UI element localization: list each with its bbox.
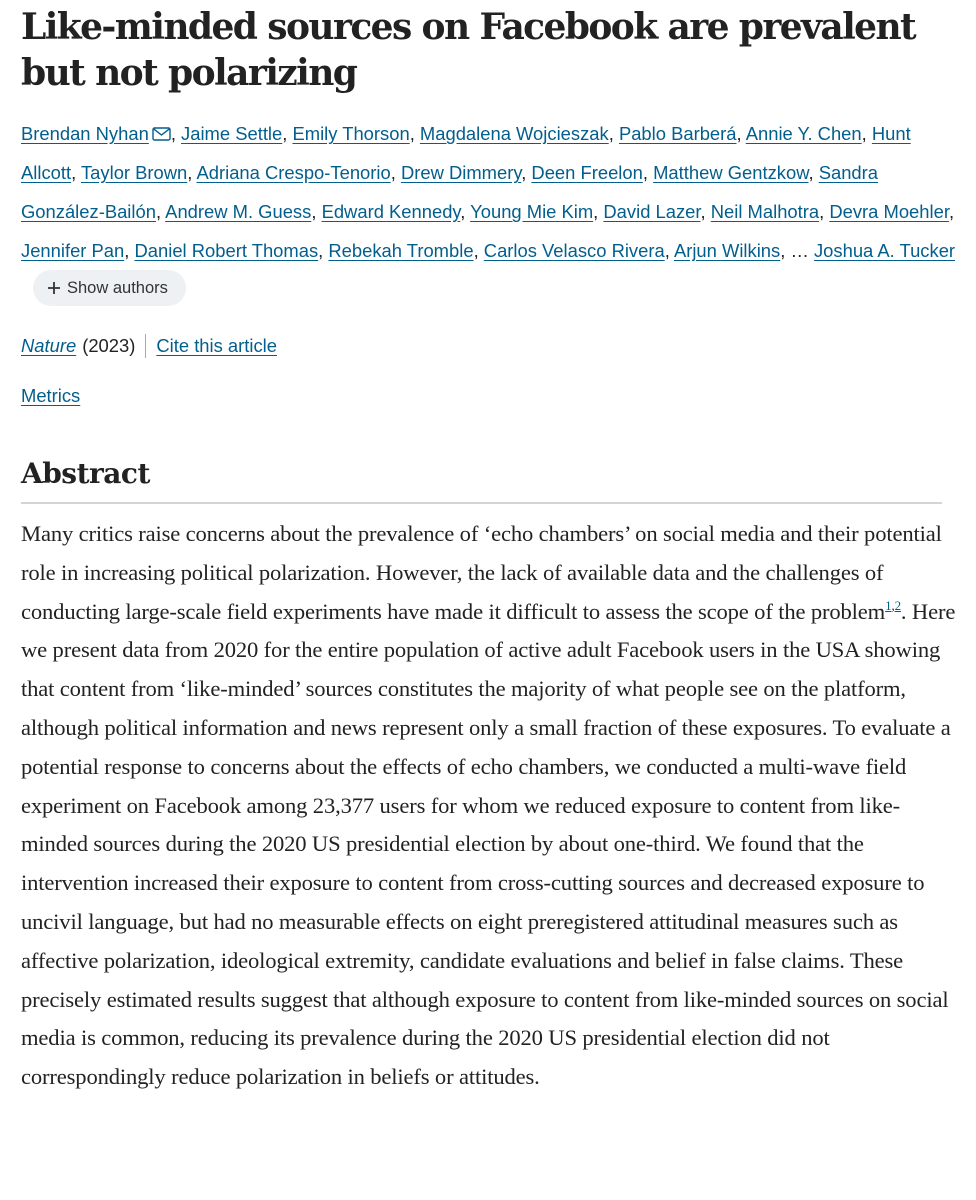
author-link[interactable]: Emily Thorson xyxy=(292,123,410,144)
author-link[interactable]: Neil Malhotra xyxy=(710,201,820,222)
author-link[interactable]: Adriana Crespo-Tenorio xyxy=(196,162,391,183)
author-link[interactable]: Magdalena Wojcieszak xyxy=(419,123,609,144)
author-link[interactable]: Drew Dimmery xyxy=(400,162,522,183)
reference-separator: , xyxy=(891,597,895,613)
author-ellipsis: … xyxy=(790,240,809,261)
abstract-text xyxy=(21,515,965,1097)
author-link[interactable]: David Lazer xyxy=(603,201,701,222)
reference-link-1[interactable]: 1 xyxy=(885,597,892,613)
abstract-text-part-1: Many critics raise concerns about the prevalence of ‘echo chambers’ on social media and their potential role in increasing political polarization. However, the lack of available data and the challenges of conducting large-scale field experiments have made it difficult to assess the scope of the problem xyxy=(21,521,942,624)
author-link[interactable]: Taylor Brown xyxy=(80,162,188,183)
author-link[interactable]: Pablo Barberá xyxy=(618,123,737,144)
author-link[interactable]: Edward Kennedy xyxy=(321,201,461,222)
author-link[interactable]: Arjun Wilkins xyxy=(673,240,781,261)
author-link[interactable]: Rebekah Tromble xyxy=(328,240,474,261)
reference-superscript xyxy=(885,598,901,613)
author-link[interactable]: Annie Y. Chen xyxy=(745,123,862,144)
show-authors-label: Show authors xyxy=(67,279,168,297)
author-list: Brendan Nyhan , Jaime Settle, Emily Thorson, Magdalena Wojcieszak, Pablo Barberá, Annie Y. Chen, Hunt Allcott, Taylor Brown, Adriana Crespo-Tenorio, Drew Dimmery, Deen Freelon, Matthew Gentzkow, Sandra González-Bailón, Andrew M. Guess, Edward Kennedy, Young Mie Kim, David Lazer, Neil Malhotra, Devra Moehler, Jennifer Pan, Daniel Robert Thomas, Rebekah Tromble, Carlos Velasco Rivera, Arjun Wilkins, … Joshua A. Tucker Show authors xyxy=(21,114,961,309)
author-link[interactable]: Jaime Settle xyxy=(181,123,283,144)
journal-link[interactable]: Nature xyxy=(21,335,77,356)
author-link[interactable]: Sandra González-Bailón xyxy=(21,162,879,222)
author-link[interactable]: Brendan Nyhan xyxy=(21,123,149,144)
citation-divider xyxy=(145,334,146,358)
abstract-divider xyxy=(21,502,942,504)
abstract-heading: Abstract xyxy=(21,457,150,490)
author-link[interactable]: Carlos Velasco Rivera xyxy=(483,240,665,261)
author-link[interactable]: Deen Freelon xyxy=(531,162,643,183)
author-link[interactable]: Daniel Robert Thomas xyxy=(134,240,319,261)
author-link[interactable]: Jennifer Pan xyxy=(21,240,125,261)
plus-icon xyxy=(47,281,61,295)
author-link-last[interactable]: Joshua A. Tucker xyxy=(813,240,956,261)
cite-article-link[interactable]: Cite this article xyxy=(156,335,277,356)
author-link[interactable]: Young Mie Kim xyxy=(470,201,594,222)
author-link[interactable]: Hunt Allcott xyxy=(21,123,911,183)
publication-year: (2023) xyxy=(82,335,136,356)
citation-line xyxy=(21,331,277,361)
mail-icon[interactable] xyxy=(152,127,171,141)
author-link[interactable]: Devra Moehler xyxy=(829,201,949,222)
author-link[interactable]: Matthew Gentzkow xyxy=(653,162,809,183)
reference-link-2[interactable]: 2 xyxy=(894,597,901,613)
show-authors-button[interactable] xyxy=(33,270,186,306)
article-title: Like-minded sources on Facebook are prevalent but not polarizing xyxy=(21,6,916,94)
author-link[interactable]: Andrew M. Guess xyxy=(165,201,312,222)
metrics-link[interactable]: Metrics xyxy=(21,385,81,406)
abstract-text-part-2: . Here we present data from 2020 for the entire population of active adult Facebook users in the USA showing that content from ‘like-minded’ sources constitutes the majority of what people see on the platform, although political information and news represent only a small fraction of these exposures. To evaluate a potential response to concerns about the effects of echo chambers, we conducted a multi-wave field experiment on Facebook among 23,377 users for whom we reduced exposure to content from like-minded sources during the 2020 US presidential election by about one-third. We found that the intervention increased their exposure to content from cross-cutting sources and decreased exposure to uncivil language, but had no measurable effects on eight preregistered attitudinal measures such as affective polarization, ideological extremity, candidate evaluations and belief in false claims. These precisely estimated results suggest that although exposure to content from like-minded sources on social media is common, reducing its prevalence during the 2020 US presidential election did not correspondingly reduce polarization in beliefs or attitudes. xyxy=(21,598,956,1090)
